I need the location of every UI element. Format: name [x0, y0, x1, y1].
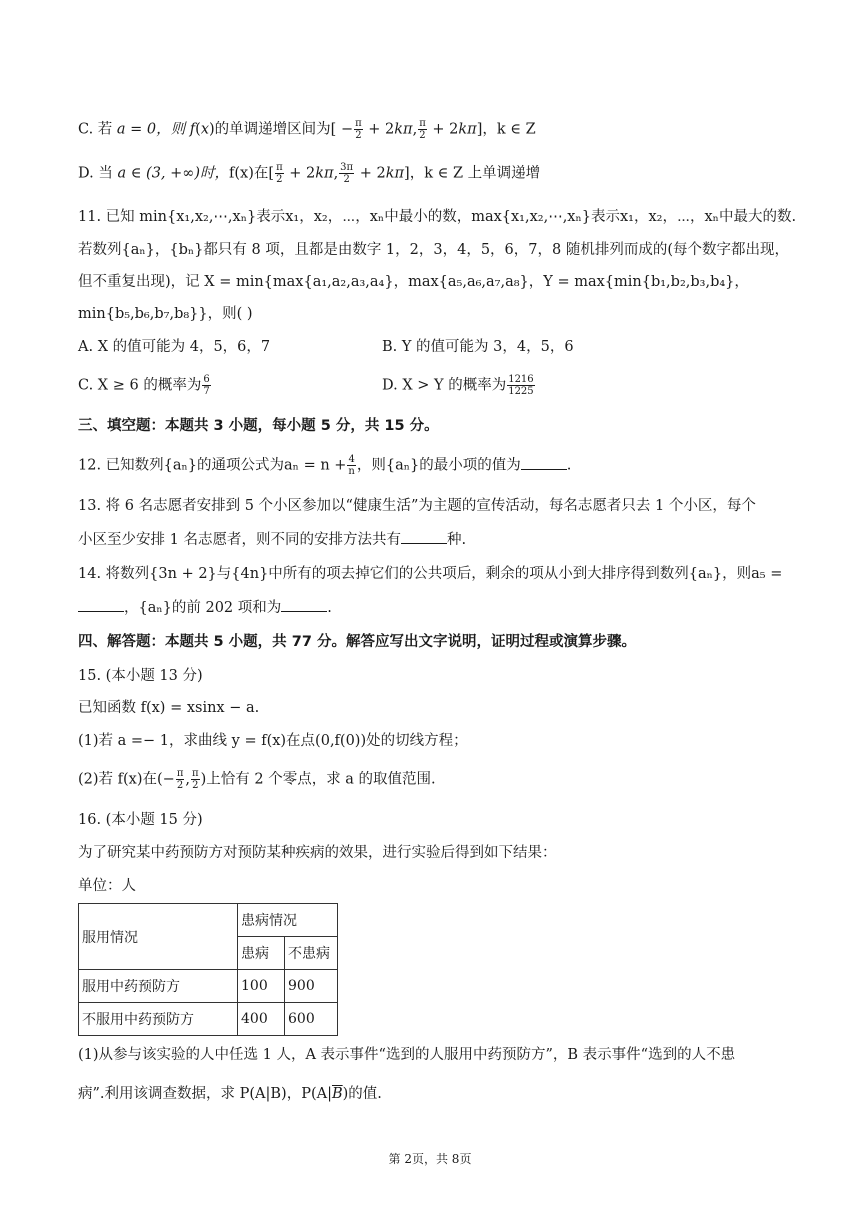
q15-given: 已知函数 f(x) = xsinx − a.: [78, 700, 260, 716]
q14-answer-blank-2: [281, 597, 327, 612]
q13-answer-blank: [401, 529, 447, 544]
table-row: [79, 970, 338, 1003]
table-header-illness: 患病情况: [238, 904, 338, 937]
table-cell-not-sick: 600: [285, 1003, 338, 1036]
q11-line-2: 若数列{aₙ}，{bₙ}都只有 8 项，且都是由数字 1，2，3，4，5，6，7，8 随机排列而成的(每个数字都出现，: [78, 242, 789, 258]
q16-part-1-line-1: (1)从参与该实验的人中任选 1 人，A 表示事件“选到的人服用中药预防方”，B 表示事件“选到的人不患: [78, 1047, 736, 1063]
q12-answer-blank: [521, 455, 567, 470]
q11-line-4: min{b₅,b₆,b₇,b₈}}，则( ): [78, 306, 253, 322]
q11-option-b: B. Y 的值可能为 3，4，5，6: [382, 339, 574, 355]
q11-option-c: C. X ≥ 6 的概率为 $\frac{6}{7}$: [78, 374, 210, 397]
q15-part-2: (2)若 f(x)在(− $\frac{\pi}{2}$ , $\frac{\pi}{2}$ )上恰有 2 个零点，求 a 的取值范围.: [78, 768, 436, 791]
table-cell-not-sick: 900: [285, 970, 338, 1003]
q16-header: 16. (本小题 15 分): [78, 812, 203, 828]
page-footer: 第 2页，共 8页: [388, 1152, 472, 1166]
table-header-sick: 患病: [238, 937, 285, 970]
q11-option-a: A. X 的值可能为 4，5，6，7: [78, 339, 271, 355]
table-cell-label: 服用中药预防方: [79, 970, 238, 1003]
q14-line-1: 14. 将数列{3n + 2}与{4n}中所有的项去掉它们的公共项后，剩余的项从小到大排序得到数列{aₙ}，则a₅ =: [78, 566, 783, 582]
q16-part-1-line-2: 病”.利用该调查数据，求 P(A|B)，$P(A|\overline{B})$的值.: [78, 1086, 382, 1102]
table-cell-sick: 400: [238, 1003, 285, 1036]
q15-part-1: (1)若 a =− 1，求曲线 y = f(x)在点(0,f(0))处的切线方程；: [78, 733, 468, 749]
q11-option-d: D. X > Y 的概率为 $\frac{1216}{1225}$: [382, 374, 534, 397]
q16-data-table: [78, 903, 338, 1036]
table-header-usage: 服用情况: [79, 904, 238, 970]
q12: 12. 已知数列{aₙ}的通项公式为aₙ = n + $\frac{4}{n}$ ，则{aₙ}的最小项的值为 .: [78, 454, 572, 477]
q11-line-1: 11. 已知 min{x₁,x₂,⋯,xₙ}表示x₁，x₂，⋯，xₙ中最小的数，max{x₁,x₂,⋯,xₙ}表示x₁，x₂，⋯，xₙ中最大的数.: [78, 209, 797, 225]
q10-option-c: C. 若 a = 0，则 f(x)的单调递增区间为[ − $\frac{\pi}{2}$ + 2kπ, $\frac{\pi}{2}$ + 2kπ]，k ∈ Z: [78, 118, 536, 141]
q14-answer-blank-1: [78, 597, 124, 612]
table-header-not-sick: 不患病: [285, 937, 338, 970]
q13-line-2: 小区至少安排 1 名志愿者，则不同的安排方法共有 种.: [78, 529, 466, 550]
table-row: [79, 1003, 338, 1036]
q16-unit: 单位：人: [78, 878, 136, 894]
table-row: [79, 904, 338, 937]
table-cell-sick: 100: [238, 970, 285, 1003]
section-4-heading: 四、解答题：本题共 5 小题，共 77 分。解答应写出文字说明，证明过程或演算步骤。: [78, 634, 636, 650]
q16-intro: 为了研究某中药预防方对预防某种疾病的效果，进行实验后得到如下结果：: [78, 845, 557, 861]
q15-header: 15. (本小题 13 分): [78, 668, 203, 684]
table-cell-label: 不服用中药预防方: [79, 1003, 238, 1036]
q11-line-3: 但不重复出现)，记 X = min{max{a₁,a₂,a₃,a₄}，max{a₅,a₆,a₇,a₈}，Y = max{min{b₁,b₂,b₃,b₄}，: [78, 274, 749, 290]
q10-option-d: D. 当 a ∈ (3, +∞)时，f(x)在[ $\frac{\pi}{2}$ + 2kπ, $\frac{3\pi}{2}$ + 2kπ]，k ∈ Z 上单调递增: [78, 162, 541, 185]
section-3-heading: 三、填空题：本题共 3 小题，每小题 5 分，共 15 分。: [78, 418, 439, 434]
q14-line-2: ，{aₙ}的前 202 项和为 .: [78, 597, 332, 618]
q13-line-1: 13. 将 6 名志愿者安排到 5 个小区参加以“健康生活”为主题的宣传活动，每名志愿者只去 1 个小区，每个: [78, 498, 756, 514]
